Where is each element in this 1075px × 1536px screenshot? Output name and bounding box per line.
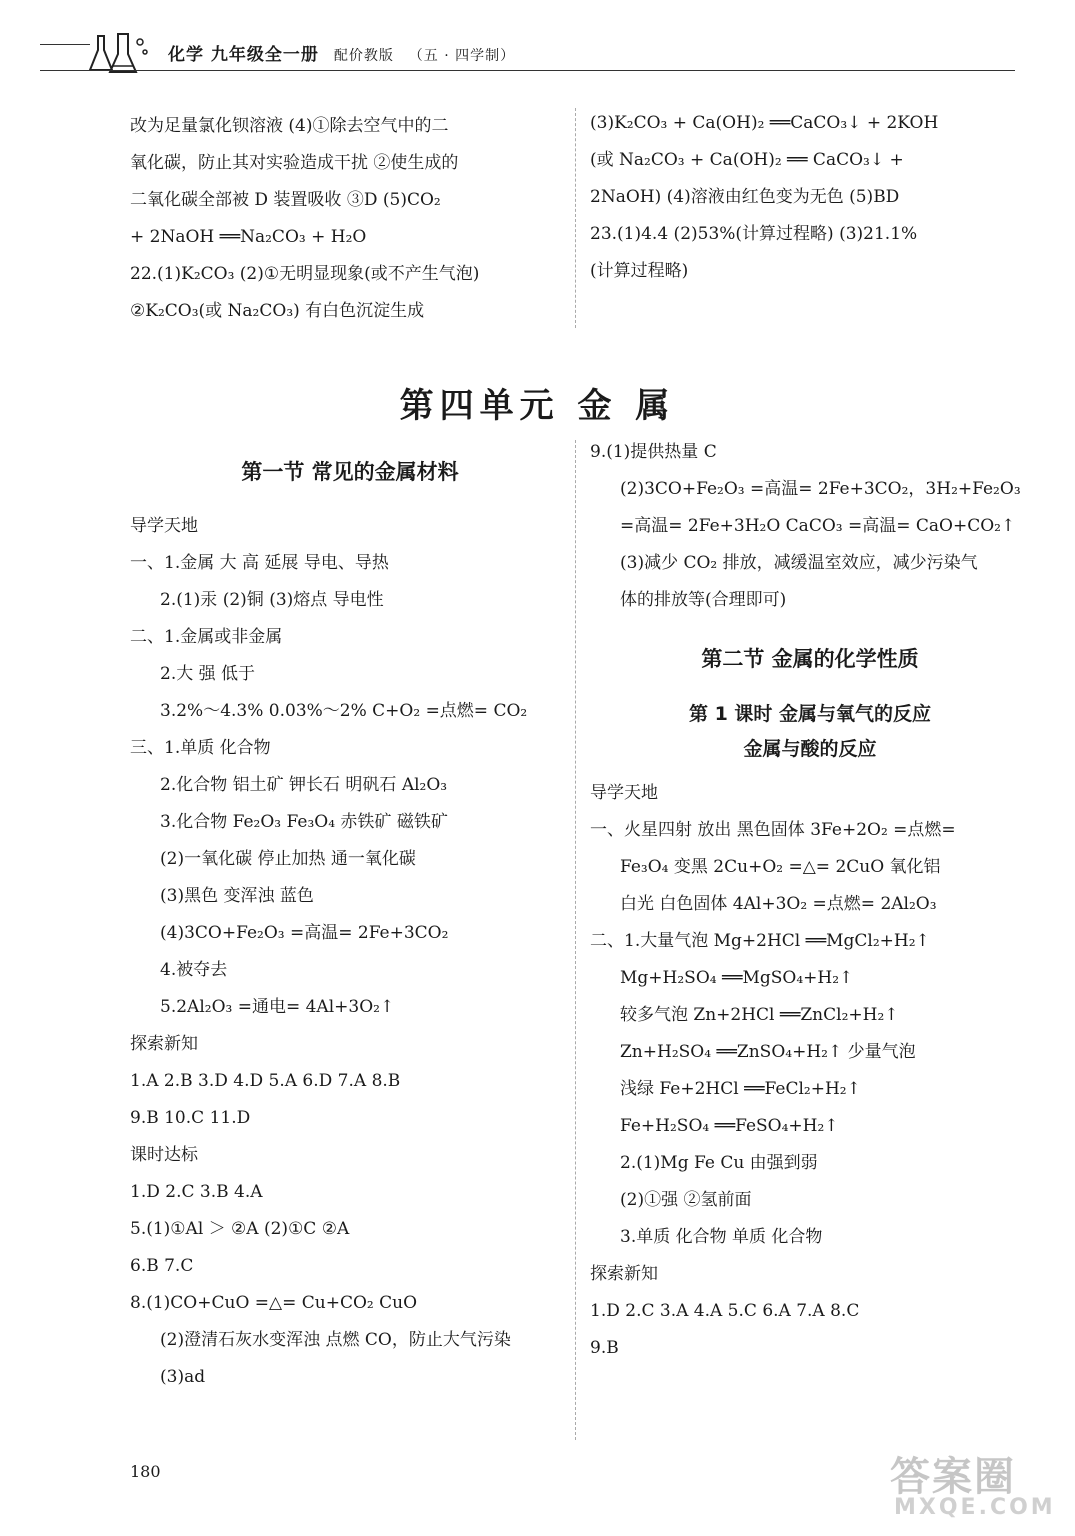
lesson-title-2: 金属与酸的反应 [743,738,877,760]
answer-line: 3.2%～4.3% 0.03%～2% C+O₂ =点燃= CO₂ [160,701,528,721]
watermark-top: 答案圈 [890,1454,1016,1500]
answer-line: (3)黑色 变浑浊 蓝色 [160,886,314,906]
page-number: 180 [130,1462,161,1481]
answer-line: Zn+H₂SO₄ ══ZnSO₄+H₂↑ 少量气泡 [620,1042,916,1062]
answer-line: 2.大 强 低于 [160,664,256,684]
left-column [130,452,570,1396]
answer-line: 氧化碳，防止其对实验造成干扰 ②使生成的 [130,153,459,173]
answer-line: 5.2Al₂O₃ =通电= 4Al+3O₂↑ [160,997,395,1017]
answer-line: 1.A 2.B 3.D 4.D 5.A 6.D 7.A 8.B [130,1071,401,1091]
answer-line: 一、火星四射 放出 黑色固体 3Fe+2O₂ =点燃= [590,820,956,840]
answer-line: 二氧化碳全部被 D 装置吸收 ③D (5)CO₂ [130,190,441,210]
answer-line: 体的排放等(合理即可) [620,590,787,610]
answer-line: 5.(1)①Al ＞ ②A (2)①C ②A [130,1219,350,1239]
answer-line: 白光 白色固体 4Al+3O₂ =点燃= 2Al₂O₃ [620,894,937,914]
answer-line: 2.(1)汞 (2)铜 (3)熔点 导电性 [160,590,384,610]
right-column [590,434,1030,1367]
answer-line: 1.D 2.C 3.A 4.A 5.C 6.A 7.A 8.C [590,1301,860,1321]
answer-line: 较多气泡 Zn+2HCl ══ZnCl₂+H₂↑ [620,1005,899,1025]
answer-line: (或 Na₂CO₃ + Ca(OH)₂ ══ CaCO₃↓ + [590,150,904,170]
answer-line: 探索新知 [590,1264,658,1284]
answer-line: 2NaOH) (4)溶液由红色变为无色 (5)BD [590,187,900,207]
answer-line: Fe₃O₄ 变黑 2Cu+O₂ =△= 2CuO 氧化铝 [620,857,941,877]
answer-line: (计算过程略) [590,261,689,281]
answer-line: 23.(1)4.4 (2)53%(计算过程略) (3)21.1% [590,224,918,244]
section-title-1: 第一节 常见的金属材料 [241,460,459,484]
answer-line: 改为足量氯化钡溶液 (4)①除去空气中的二 [130,116,449,136]
answer-line: 二、1.金属或非金属 [130,627,283,647]
header-title-sub: （五 · 四学制） [408,48,516,64]
answer-line: (2)澄清石灰水变浑浊 点燃 CO，防止大气污染 [160,1330,511,1350]
header-rule [40,70,1015,71]
watermark-bottom: MXQE.COM [894,1495,1056,1520]
header-dash [40,44,90,45]
watermark-logo [880,1445,1060,1530]
answer-line: (3)减少 CO₂ 排放，减缓温室效应，减少污染气 [620,553,978,573]
answer-line: (3)ad [160,1367,206,1387]
answer-line: 一、1.金属 大 高 延展 导电、导热 [130,553,389,573]
header-title [168,40,523,65]
answer-line: (2)①强 ②氢前面 [620,1190,752,1210]
answer-line: 探索新知 [130,1034,198,1054]
answer-line: 9.(1)提供热量 C [590,442,717,462]
top-right-column [590,105,1030,290]
answer-line: (2)一氧化碳 停止加热 通一氧化碳 [160,849,416,869]
section-title-2: 第二节 金属的化学性质 [701,647,919,671]
right-lines-b [590,775,1030,1367]
answer-line: Mg+H₂SO₄ ══MgSO₄+H₂↑ [620,968,854,988]
answer-line: 3.单质 化合物 单质 化合物 [620,1227,823,1247]
header-title-main: 化学 九年级全一册 [168,45,319,65]
header-title-ed: 配价教版 [333,48,394,64]
answer-line: 6.B 7.C [130,1256,194,1276]
answer-line: 4.被夺去 [160,960,228,980]
answer-line: 三、1.单质 化合物 [130,738,271,758]
answer-line: 二、1.大量气泡 Mg+2HCl ══MgCl₂+H₂↑ [590,931,930,951]
answer-line: (3)K₂CO₃ + Ca(OH)₂ ══CaCO₃↓ + 2KOH [590,113,939,133]
main-column-divider [575,440,576,1440]
top-left-column [130,108,570,330]
answer-line: 导学天地 [590,783,658,803]
answer-line: Fe+H₂SO₄ ══FeSO₄+H₂↑ [620,1116,839,1136]
answer-line: 9.B 10.C 11.D [130,1108,251,1128]
answer-line: 2.(1)Mg Fe Cu 由强到弱 [620,1153,818,1173]
answer-line: + 2NaOH ══Na₂CO₃ + H₂O [130,227,367,247]
answer-line: 课时达标 [130,1145,198,1165]
answer-line: (2)3CO+Fe₂O₃ =高温= 2Fe+3CO₂，3H₂+Fe₂O₃ [620,479,1021,499]
answer-line: 浅绿 Fe+2HCl ══FeCl₂+H₂↑ [620,1079,861,1099]
left-lines [130,508,570,1396]
page-header [40,30,1015,80]
right-lines-a [590,434,1030,619]
answer-line: 22.(1)K₂CO₃ (2)①无明显现象(或不产生气泡) [130,264,480,284]
answer-line: (4)3CO+Fe₂O₃ =高温= 2Fe+3CO₂ [160,923,449,943]
unit-title: 第四单元 金 属 [399,386,676,426]
answer-line: 2.化合物 铝土矿 钾长石 明矾石 Al₂O₃ [160,775,448,795]
answer-line: 9.B [590,1338,619,1358]
answer-line: 8.(1)CO+CuO =△= Cu+CO₂ CuO [130,1293,418,1313]
top-column-divider [575,108,576,328]
answer-line: =高温= 2Fe+3H₂O CaCO₃ =高温= CaO+CO₂↑ [620,516,1016,536]
answer-line: 3.化合物 Fe₂O₃ Fe₃O₄ 赤铁矿 磁铁矿 [160,812,448,832]
answer-line: ②K₂CO₃(或 Na₂CO₃) 有白色沉淀生成 [130,301,425,321]
answer-line: 1.D 2.C 3.B 4.A [130,1182,263,1202]
answer-line: 导学天地 [130,516,198,536]
lesson-title-1: 第 1 课时 金属与氧气的反应 [688,703,932,725]
